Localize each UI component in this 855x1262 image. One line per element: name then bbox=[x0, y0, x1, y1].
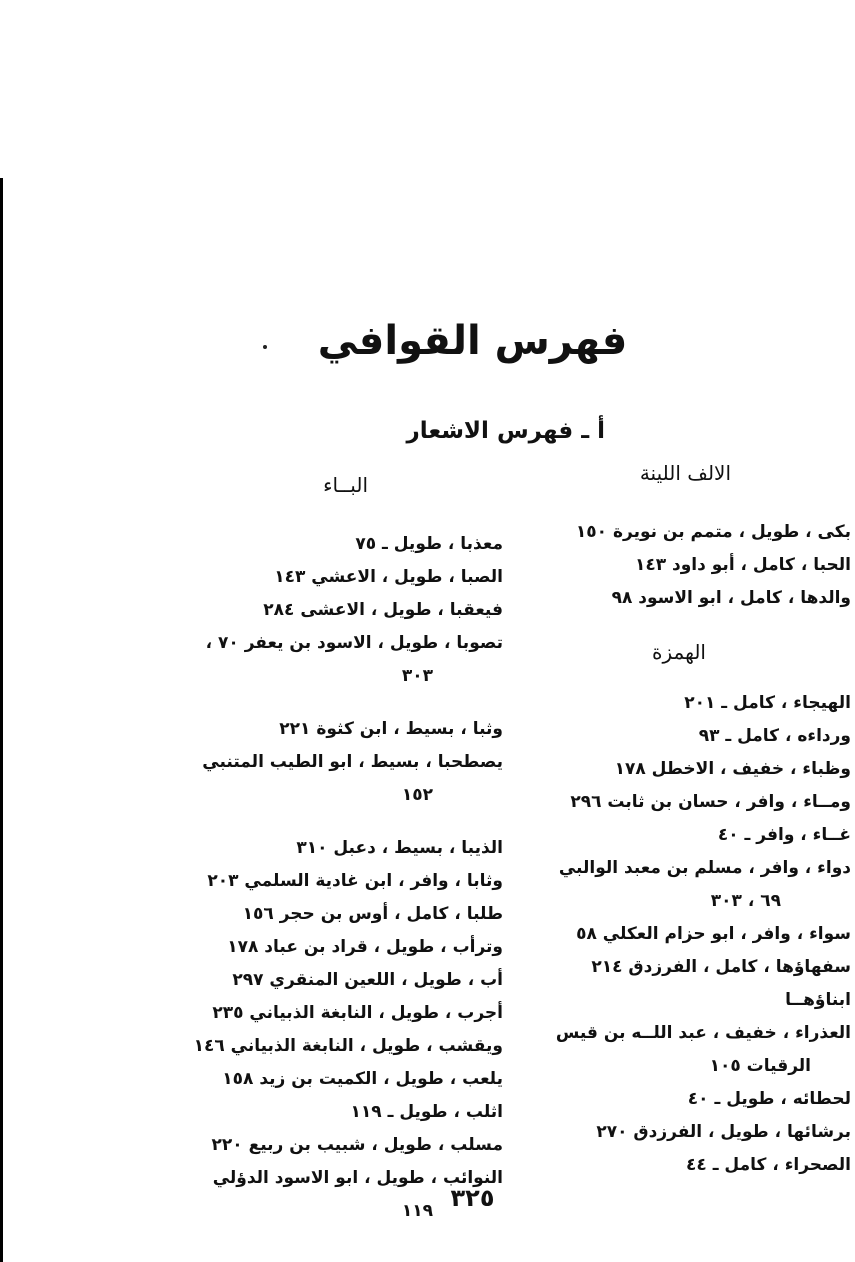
index-entry: العذراء ، خفيف ، عبد اللــه بن قيس bbox=[555, 1023, 851, 1043]
index-entry: سواء ، وافر ، ابو حزام العكلي ٥٨ bbox=[576, 924, 851, 944]
index-entry: وثبا ، بسيط ، ابن كثوة ٢٢١ bbox=[279, 719, 503, 739]
index-entry: دواء ، وافر ، مسلم بن معبد الوالبي bbox=[558, 858, 851, 878]
index-entry: لحطائه ، طويل ـ ٤٠ bbox=[687, 1089, 851, 1109]
index-entry: الحبا ، كامل ، أبو داود ١٤٣ bbox=[634, 555, 851, 575]
index-entry: الصحراء ، كامل ـ ٤٤ bbox=[686, 1155, 851, 1175]
index-entry: يلعب ، طويل ، الكميت بن زيد ١٥٨ bbox=[222, 1069, 503, 1089]
index-entry-continuation: ٣٠٣ bbox=[401, 666, 433, 686]
index-entry: ابناؤهــا bbox=[785, 990, 851, 1010]
index-entry-continuation: الرقيات ١٠٥ bbox=[709, 1056, 811, 1076]
spacer bbox=[173, 693, 503, 713]
index-entry: معذبا ، طويل ـ ٧٥ bbox=[355, 534, 503, 554]
index-entry: يصطحبا ، بسيط ، ابو الطيب المتنبي bbox=[202, 752, 503, 772]
index-entry-continuation: ١١٩ bbox=[401, 1201, 433, 1221]
index-entry-continuation: ١٥٢ bbox=[401, 785, 433, 805]
index-entry: الصبا ، طويل ، الاعشي ١٤٣ bbox=[274, 567, 503, 587]
index-entry: بكى ، طويل ، متمم بن نويرة ١٥٠ bbox=[575, 522, 851, 542]
index-entry: أب ، طويل ، اللعين المنقري ٢٩٧ bbox=[232, 970, 503, 990]
index-entry: وثابا ، وافر ، ابن غادية السلمي ٢٠٣ bbox=[207, 871, 503, 891]
index-entry: الذيبا ، بسيط ، دعبل ٣١٠ bbox=[296, 838, 503, 858]
index-entry: مسلب ، طويل ، شبيب بن ربيع ٢٢٠ bbox=[211, 1135, 503, 1155]
section-heading-hamza: الهمزة bbox=[652, 640, 706, 664]
index-entry: طلبا ، كامل ، أوس بن حجر ١٥٦ bbox=[242, 904, 503, 924]
index-entry: الهيجاء ، كامل ـ ٢٠١ bbox=[684, 693, 851, 713]
right-column bbox=[541, 458, 851, 1182]
index-entry: وترأب ، طويل ، قراد بن عباد ١٧٨ bbox=[227, 937, 503, 957]
index-entry: برشائها ، طويل ، الفرزدق ٢٧٠ bbox=[596, 1122, 851, 1142]
index-entry: والدها ، كامل ، ابو الاسود ٩٨ bbox=[611, 588, 851, 608]
index-entry: أجرب ، طويل ، النابغة الذبياني ٢٣٥ bbox=[212, 1003, 503, 1023]
spacer bbox=[173, 812, 503, 832]
section-subtitle: أ ـ فهرس الاشعار bbox=[406, 418, 605, 444]
index-entry-continuation: ٦٩ ، ٣٠٣ bbox=[710, 891, 781, 911]
index-entry: فيعقبا ، طويل ، الاعشى ٢٨٤ bbox=[263, 600, 503, 620]
section-heading-alef: الالف اللينة bbox=[639, 461, 731, 485]
index-entry: غــاء ، وافر ـ ٤٠ bbox=[717, 825, 851, 845]
section-heading-baa: البــاء bbox=[323, 473, 368, 497]
page-title: فهرس القوافي bbox=[317, 318, 628, 364]
index-entry: ورداءه ، كامل ـ ٩٣ bbox=[698, 726, 851, 746]
index-entry: تصوبا ، طويل ، الاسود بن يعفر ٧٠ ، bbox=[205, 633, 503, 653]
index-entry: سفهاؤها ، كامل ، الفرزدق ٢١٤ bbox=[591, 957, 851, 977]
page-number: ٣٢٥ bbox=[450, 1184, 495, 1212]
index-entry: النوائب ، طويل ، ابو الاسود الدؤلي bbox=[212, 1168, 503, 1188]
left-column bbox=[173, 470, 503, 1228]
index-entry: وظباء ، خفيف ، الاخطل ١٧٨ bbox=[614, 759, 851, 779]
index-entry: اثلب ، طويل ـ ١١٩ bbox=[350, 1102, 503, 1122]
index-entry: ومــاء ، وافر ، حسان بن ثابت ٢٩٦ bbox=[570, 792, 851, 812]
index-entry: ويقشب ، طويل ، النابغة الذبياني ١٤٦ bbox=[193, 1036, 503, 1056]
